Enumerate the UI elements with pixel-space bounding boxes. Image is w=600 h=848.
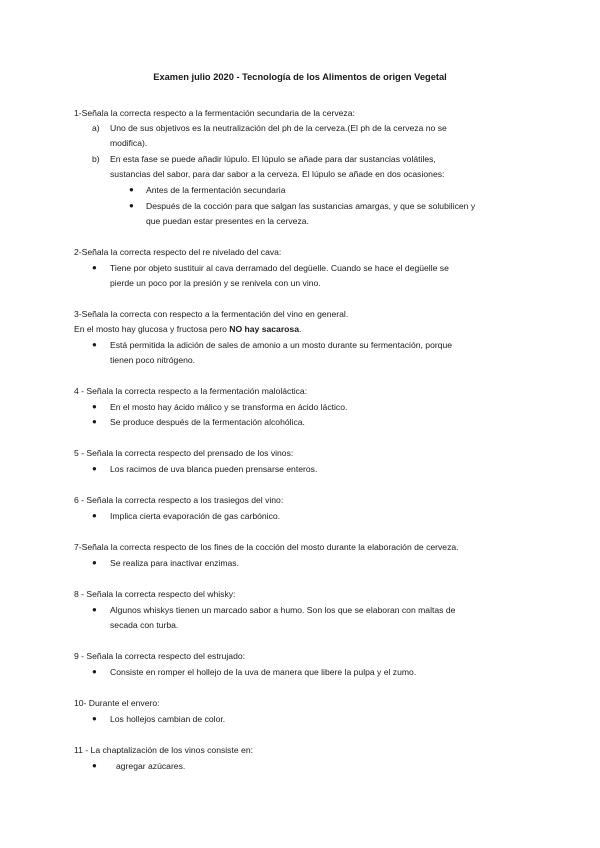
- q1-sub-item-2-line1: Después de la cocción para que salgan las sustancias amargas, y que se solubilicen y: [146, 201, 476, 211]
- q8-answer-line1: Algunos whiskys tienen un marcado sabor a humo. Son los que se elaboran con maltas de: [110, 605, 456, 615]
- question-8-header: 8 - Señala la correcta respecto del whisky:: [74, 589, 236, 599]
- q3-answer-line1: Está permitida la adición de sales de amonio a un mosto durante su fermentación, porque: [110, 340, 453, 350]
- q3-answer-line2: tienen poco nitrógeno.: [110, 355, 196, 365]
- question-1-header: 1-Señala la correcta respecto a la fermentación secundaria de la cerveza:: [74, 108, 355, 118]
- bullet-icon: ●: [92, 464, 97, 473]
- q1-option-a-marker: a): [92, 123, 100, 133]
- bullet-icon: ●: [92, 340, 97, 349]
- q1-option-b-marker: b): [92, 154, 100, 164]
- q7-answer: Se realiza para inactivar enzimas.: [110, 558, 239, 568]
- question-5-header: 5 - Señala la correcta respecto del prensado de los vinos:: [74, 448, 294, 458]
- q1-option-a-line2: modifica).: [110, 138, 148, 148]
- q3-note-end: .: [299, 324, 302, 334]
- question-11-header: 11 - La chaptalización de los vinos consiste en:: [74, 745, 253, 755]
- q4-answer-1: En el mosto hay ácido málico y se transforma en ácido láctico.: [110, 402, 348, 412]
- q2-answer-line2: pierde un poco por la presión y se renivela con un vino.: [110, 278, 321, 288]
- bullet-icon: ●: [129, 201, 134, 210]
- q2-answer-line1: Tiene por objeto sustituir al cava derramado del degüelle. Cuando se hace el degüelle se: [110, 263, 449, 273]
- q11-answer: agregar azúcares.: [116, 761, 186, 771]
- question-3-header: 3-Señala la correcta con respecto a la fermentación del vino en general.: [74, 309, 349, 319]
- bullet-icon: ●: [129, 185, 134, 194]
- bullet-icon: ●: [92, 402, 97, 411]
- q1-option-b-line1: En esta fase se puede añadir lúpulo. El lúpulo se añade para dar sustancias volátiles,: [110, 154, 436, 164]
- question-6-header: 6 - Señala la correcta respecto a los trasiegos del vino:: [74, 495, 284, 505]
- bullet-icon: ●: [92, 605, 97, 614]
- q1-sub-item-2-line2: que puedan estar presentes en la cerveza.: [146, 216, 309, 226]
- bullet-icon: ●: [92, 761, 97, 770]
- q1-sub-item-1: Antes de la fermentación secundaria: [146, 185, 286, 195]
- bullet-icon: ●: [92, 714, 97, 723]
- question-9-header: 9 - Señala la correcta respecto del estrujado:: [74, 651, 246, 661]
- q6-answer: Implica cierta evaporación de gas carbónico.: [110, 511, 281, 521]
- q1-option-a-line1: Uno de sus objetivos es la neutralización del ph de la cerveza.(El ph de la cerveza no se: [110, 123, 447, 133]
- bullet-icon: ●: [92, 417, 97, 426]
- bullet-icon: ●: [92, 263, 97, 272]
- question-4-header: 4 - Señala la correcta respecto a la fermentación maloláctica:: [74, 386, 308, 396]
- q3-note-text: En el mosto hay glucosa y fructosa pero: [74, 324, 230, 334]
- q9-answer: Consiste en romper el hollejo de la uva de manera que libere la pulpa y el zumo.: [110, 667, 417, 677]
- q5-answer: Los racimos de uva blanca pueden prensarse enteros.: [110, 464, 318, 474]
- q8-answer-line2: secada con turba.: [110, 620, 179, 630]
- question-10-header: 10- Durante el envero:: [74, 698, 160, 708]
- page-title: Examen julio 2020 - Tecnología de los Alimentos de origen Vegetal: [153, 72, 447, 82]
- q10-answer: Los hollejos cambian de color.: [110, 714, 226, 724]
- bullet-icon: ●: [92, 558, 97, 567]
- q1-option-b-line2: sustancias del sabor, para dar sabor a la cerveza. El lúpulo se añade en dos ocasiones:: [110, 169, 445, 179]
- q3-note: [74, 323, 301, 335]
- bullet-icon: ●: [92, 667, 97, 676]
- question-7-header: 7-Señala la correcta respecto de los fines de la cocción del mosto durante la elaboración de cerveza.: [74, 542, 459, 552]
- q3-note-emphasis: NO hay sacarosa: [229, 324, 299, 334]
- bullet-icon: ●: [92, 511, 97, 520]
- q4-answer-2: Se produce después de la fermentación alcohólica.: [110, 417, 305, 427]
- question-2-header: 2-Señala la correcta respecto del re nivelado del cava:: [74, 247, 282, 257]
